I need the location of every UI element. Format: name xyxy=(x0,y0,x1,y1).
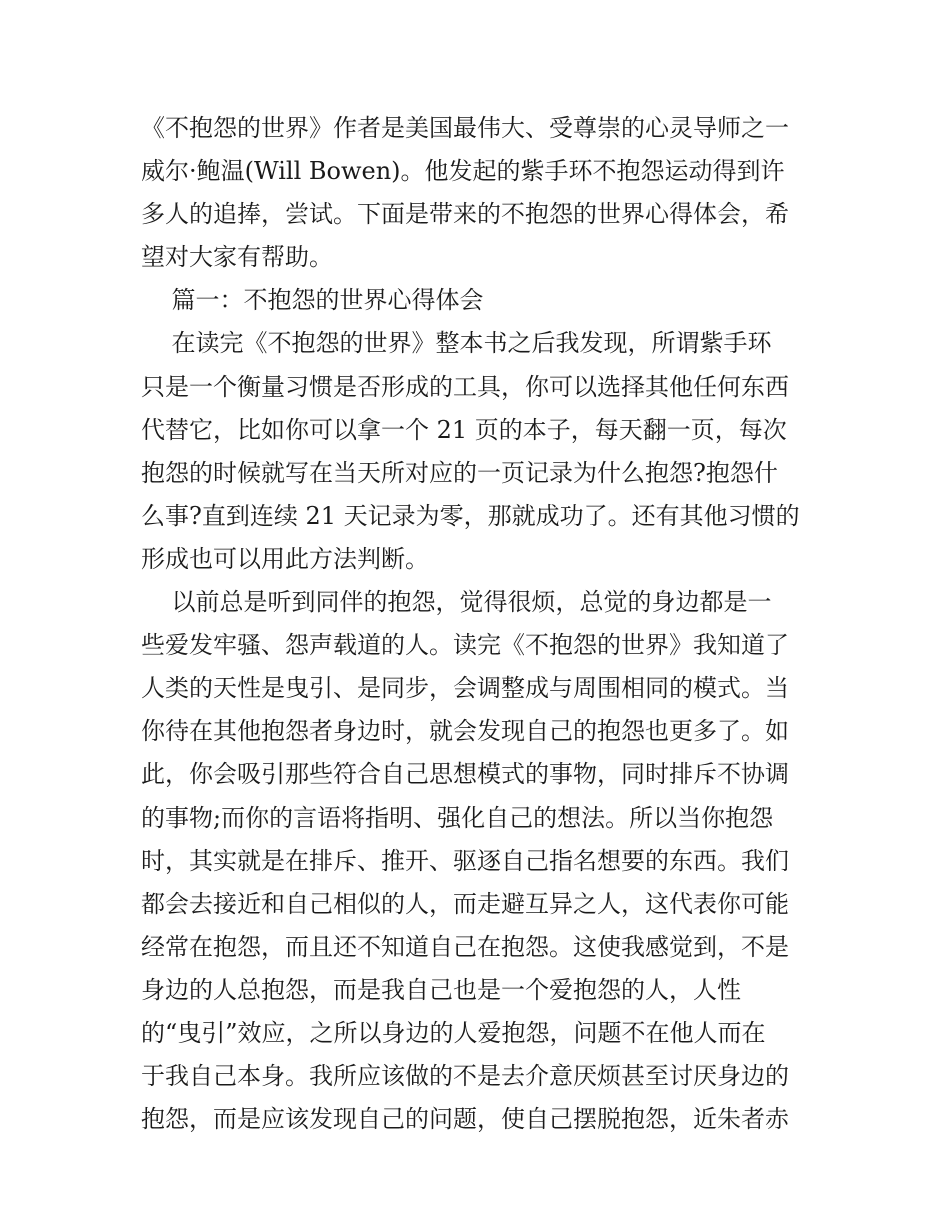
text-line: 此，你会吸引那些符合自己思想模式的事物，同时排斥不协调 xyxy=(141,760,789,789)
text-line: 经常在抱怨，而且还不知道自己在抱怨。这使我感觉到，不是 xyxy=(141,932,789,961)
body-text xyxy=(141,107,810,1141)
text-line: 威尔·鲍温(Will Bowen)。他发起的紫手环不抱怨运动得到许 xyxy=(141,157,785,186)
text-line: 时，其实就是在排斥、推开、驱逐自己指名想要的东西。我们 xyxy=(141,846,789,875)
section-heading: 篇一：不抱怨的世界心得体会 xyxy=(141,286,484,315)
text-line: 你待在其他抱怨者身边时，就会发现自己的抱怨也更多了。如 xyxy=(141,717,789,746)
text-line: 抱怨，而是应该发现自己的问题，使自己摆脱抱怨，近朱者赤 xyxy=(141,1105,789,1134)
text-line: 都会去接近和自己相似的人，而走避互异之人，这代表你可能 xyxy=(141,889,789,918)
text-line: 多人的追捧，尝试。下面是带来的不抱怨的世界心得体会，希 xyxy=(141,200,789,229)
text-line: 人类的天性是曳引、是同步，会调整成与周围相同的模式。当 xyxy=(141,674,789,703)
text-line: 《不抱怨的世界》作者是美国最伟大、受尊崇的心灵导师之一 xyxy=(141,114,789,142)
text-line: 身边的人总抱怨，而是我自己也是一个爱抱怨的人，人性 xyxy=(141,975,741,1004)
text-line: 只是一个衡量习惯是否形成的工具，你可以选择其他任何东西 xyxy=(141,372,789,401)
text-line: 形成也可以用此方法判断。 xyxy=(141,544,429,573)
text-line: 在读完《不抱怨的世界》整本书之后我发现，所谓紫手环 xyxy=(141,329,772,358)
text-line: 于我自己本身。我所应该做的不是去介意厌烦甚至讨厌身边的 xyxy=(141,1062,789,1091)
text-line: 些爱发牢骚、怨声载道的人。读完《不抱怨的世界》我知道了 xyxy=(141,631,789,660)
text-line: 么事?直到连续 21 天记录为零，那就成功了。还有其他习惯的 xyxy=(141,501,800,530)
text-line: 代替它，比如你可以拿一个 21 页的本子，每天翻一页，每次 xyxy=(141,415,787,444)
text-line: 抱怨的时候就写在当天所对应的一页记录为什么抱怨?抱怨什 xyxy=(141,458,778,487)
text-line: 的事物;而你的言语将指明、强化自己的想法。所以当你抱怨 xyxy=(141,803,774,832)
text-line: 以前总是听到同伴的抱怨，觉得很烦，总觉的身边都是一 xyxy=(141,588,772,617)
text-line: 的“曳引”效应，之所以身边的人爱抱怨，问题不在他人而在 xyxy=(141,1018,766,1047)
text-line: 望对大家有帮助。 xyxy=(141,243,333,272)
